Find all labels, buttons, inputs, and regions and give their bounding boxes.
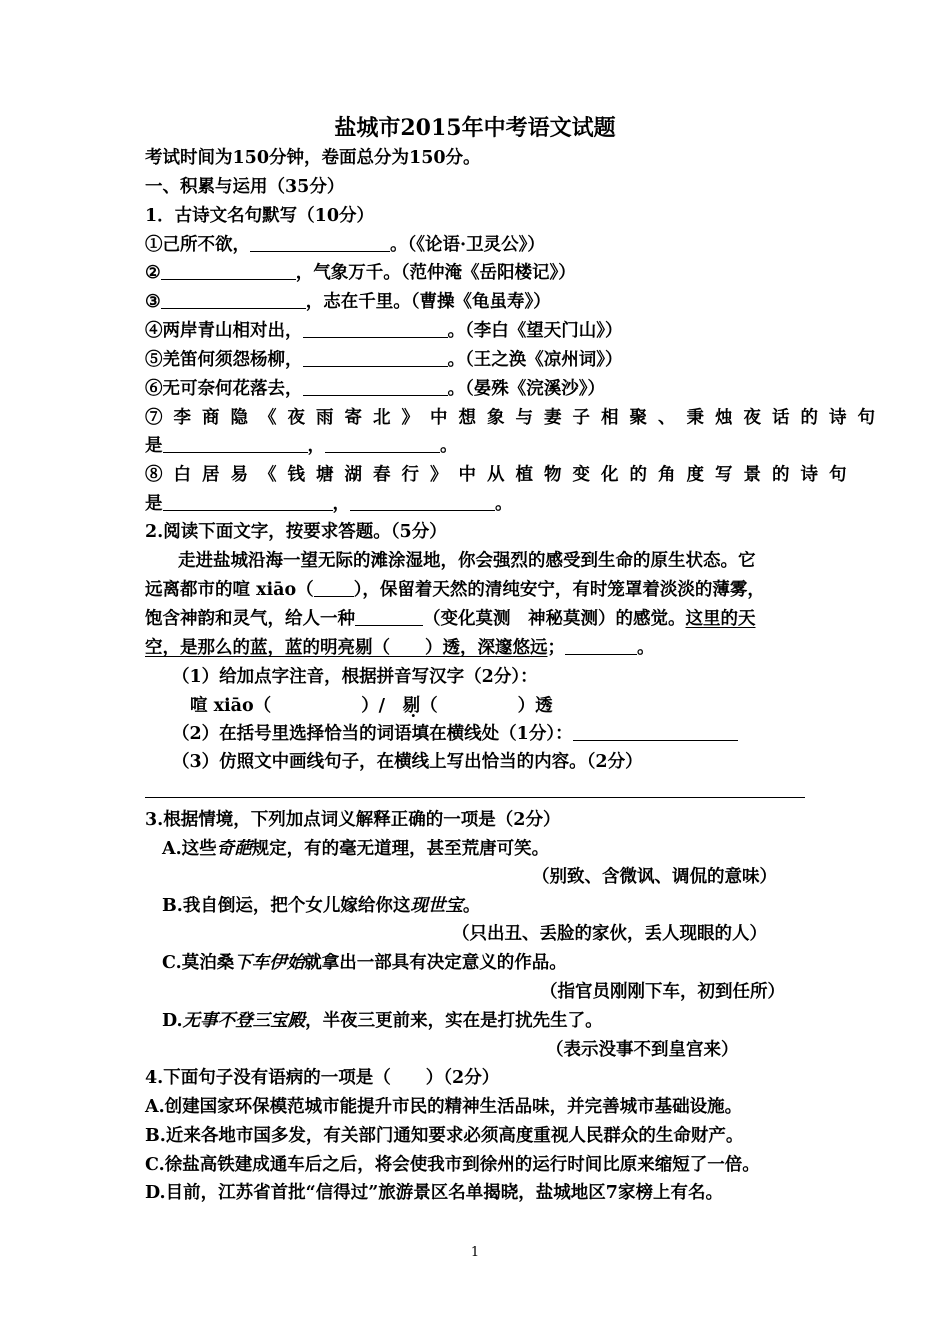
q1-item-2: ② ，气象万千。（范仲淹《岳阳楼记》） <box>145 263 576 283</box>
q1-item-1: ①己所不欲， 。（《论语·卫灵公》） <box>145 235 545 255</box>
exam-title: 盐城市2015年中考语文试题 <box>334 115 616 141</box>
q3-option-a: A.这些奇葩规定，有的毫无道理，甚至荒唐可笑。 <box>162 839 550 859</box>
answer-blank[interactable] <box>314 578 354 597</box>
q1-item-7-answer: 是 ， 。 <box>145 436 458 456</box>
q1-item-8-answer: 是 ， 。 <box>145 494 513 514</box>
q2-passage-line-3: 饱含神韵和灵气，给人一种 （变化莫测 神秘莫测）的感觉。这里的天 <box>145 609 756 629</box>
answer-blank[interactable] <box>250 233 390 252</box>
q2-sub-2: （2）在括号里选择恰当的词语填在横线处（1分）： <box>172 722 738 746</box>
exam-intro: 考试时间为150分钟，卷面总分为150分。 <box>145 148 481 168</box>
q4-option-a: A.创建国家环保模范城市能提升市民的精神生活品味，并完善城市基础设施。 <box>145 1097 743 1117</box>
q3-option-b: B.我自倒运，把个女儿嫁给你这现世宝。 <box>162 896 481 916</box>
q4-option-c: C.徐盐高铁建成通车后之后，将会使我市到徐州的运行时间比原来缩短了一倍。 <box>145 1155 760 1175</box>
q1-item-4: ④两岸青山相对出， 。（李白《望天门山》） <box>145 321 623 341</box>
q3-option-c-note: （指官员刚刚下车，初到任所） <box>540 982 785 1002</box>
answer-blank[interactable] <box>163 434 308 453</box>
section-heading: 一、积累与运用（35分） <box>145 177 345 197</box>
q4-heading: 4.下面句子没有语病的一项是（ ）（2分） <box>145 1068 500 1088</box>
answer-blank[interactable] <box>303 377 448 396</box>
q2-sub-3: （3）仿照文中画线句子，在横线上写出恰当的内容。（2分） <box>172 752 643 772</box>
answer-blank[interactable] <box>325 434 440 453</box>
answer-blank[interactable] <box>573 722 738 741</box>
answer-line[interactable] <box>145 797 805 798</box>
q1-item-7: ⑦李商隐《夜雨寄北》中想象与妻子相聚、秉烛夜话的诗句 <box>145 408 886 428</box>
q3-option-a-note: （别致、含微讽、调侃的意味） <box>532 867 777 887</box>
answer-blank[interactable] <box>565 636 637 655</box>
q1-item-6: ⑥无可奈何花落去， 。（晏殊《浣溪沙》） <box>145 379 605 399</box>
q1-item-5: ⑤羌笛何须怨杨柳， 。（王之涣《凉州词》） <box>145 350 623 370</box>
answer-blank[interactable] <box>161 261 296 280</box>
answer-blank[interactable] <box>163 492 333 511</box>
q3-heading: 3.根据情境，下列加点词义解释正确的一项是（2分） <box>145 810 561 830</box>
q1-item-3: ③ ，志在千里。（曹操《龟虽寿》） <box>145 292 551 312</box>
answer-blank[interactable] <box>350 492 495 511</box>
answer-blank[interactable] <box>161 290 306 309</box>
page-number: 1 <box>470 1245 480 1260</box>
q2-sub-1: （1）给加点字注音，根据拼音写汉字（2分）： <box>172 667 538 687</box>
q2-heading: 2.阅读下面文字，按要求答题。（5分） <box>145 522 447 542</box>
answer-blank[interactable] <box>303 348 448 367</box>
q2-sub-1-answer: 喧 xiāo（ ）/ 剔（ ）透 <box>190 696 553 716</box>
q2-passage-line-1: 走进盐城沿海一望无际的滩涂湿地，你会强烈的感受到生命的原生状态。它 <box>178 551 756 571</box>
q1-heading: 1．古诗文名句默写（10分） <box>145 206 375 226</box>
answer-blank[interactable] <box>303 319 448 338</box>
q3-option-d: D.无事不登三宝殿，半夜三更前来，实在是打扰先生了。 <box>162 1011 603 1031</box>
answer-blank[interactable] <box>355 607 423 626</box>
q3-option-b-note: （只出丑、丢脸的家伙，丢人现眼的人） <box>452 924 767 944</box>
q2-passage-line-2: 远离都市的喧 xiāo（ ），保留着天然的清纯安宁，有时笼罩着淡淡的薄雾， <box>145 580 765 600</box>
q3-option-c: C.莫泊桑下车伊始就拿出一部具有决定意义的作品。 <box>162 953 567 973</box>
q2-passage-line-4: 空，是那么的蓝，蓝的明亮剔（ ）透，深邃悠远； 。 <box>145 638 655 658</box>
q4-option-d: D.目前，江苏省首批“信得过”旅游景区名单揭晓，盐城地区7家榜上有名。 <box>145 1183 723 1203</box>
q4-option-b: B.近来各地市国多发，有关部门通知要求必须高度重视人民群众的生命财产。 <box>145 1126 744 1146</box>
q1-item-8: ⑧白居易《钱塘湖春行》中从植物变化的角度写景的诗句 <box>145 465 858 485</box>
q3-option-d-note: （表示没事不到皇宫来） <box>546 1040 739 1060</box>
